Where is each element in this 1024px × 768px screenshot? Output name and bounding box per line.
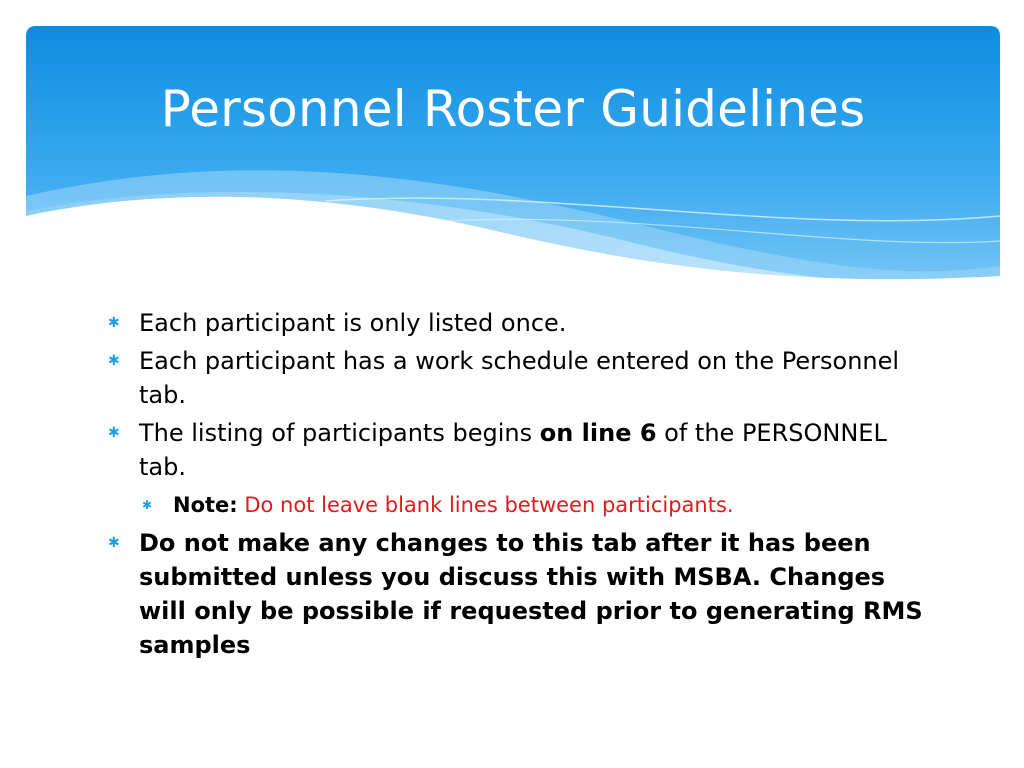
bullet-text: Do not make any changes to this tab after it has been submitted unless you discuss this with MSBA. Changes will only be possible if requested prior to generating RMS samples: [139, 529, 923, 659]
bullet-emphasis: on line 6: [539, 419, 657, 447]
bullet-item: [108, 306, 928, 340]
sub-bullet-item: [142, 488, 928, 522]
wave-banner-graphic: [26, 26, 1000, 296]
bullet-item: [108, 416, 928, 484]
bullet-text: The listing of participants begins: [139, 419, 540, 447]
slide-title: Personnel Roster Guidelines: [160, 80, 866, 138]
asterisk-icon: ✱: [142, 498, 153, 512]
bullet-text: Each participant has a work schedule entered on the Personnel tab.: [139, 347, 900, 409]
asterisk-icon: ✱: [108, 535, 120, 551]
note-text: Do not leave blank lines between participants.: [237, 493, 734, 517]
asterisk-icon: ✱: [108, 353, 120, 369]
asterisk-icon: ✱: [108, 315, 120, 331]
bullet-item: [108, 526, 928, 662]
bullet-list: [108, 306, 928, 666]
bullet-text: Each participant is only listed once.: [139, 309, 567, 337]
bullet-item: [108, 344, 928, 412]
bullet-text: of the PERSONNEL tab.: [139, 419, 887, 481]
title-banner: [26, 26, 1000, 296]
asterisk-icon: ✱: [108, 425, 120, 441]
note-label: Note:: [173, 493, 238, 517]
